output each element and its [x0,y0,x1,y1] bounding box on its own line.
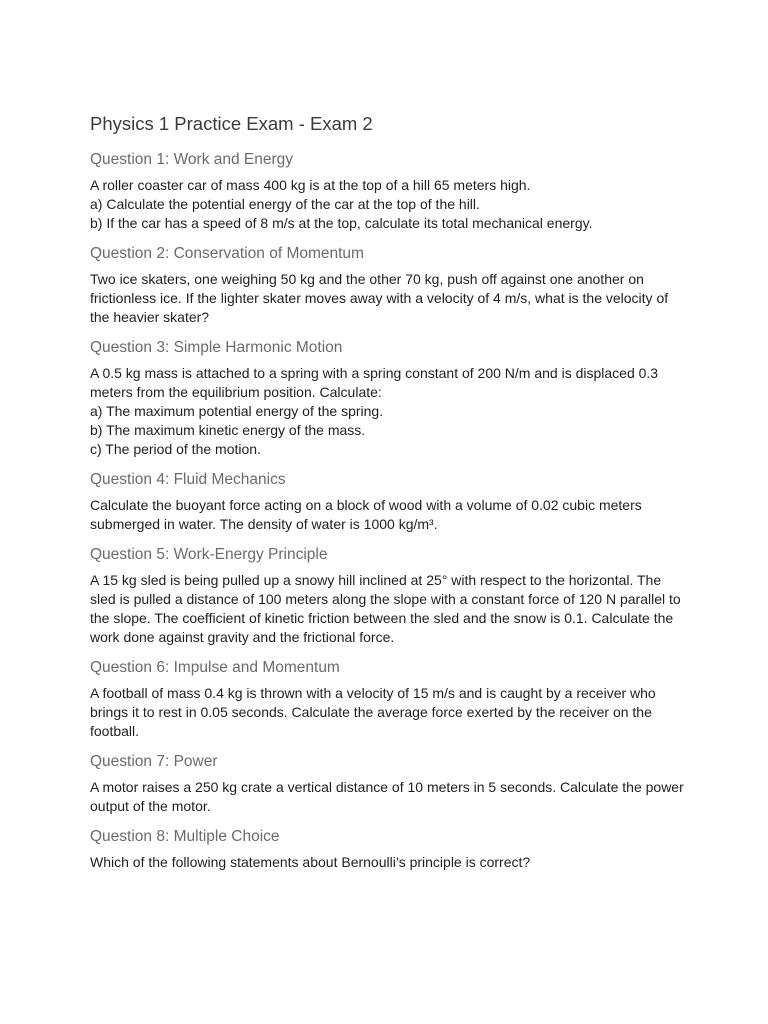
question-heading: Question 2: Conservation of Momentum [90,245,364,262]
question-line: Calculate the buoyant force acting on a block of wood with a volume of 0.02 cubic meters [90,497,642,513]
question-line: b) If the car has a speed of 8 m/s at the top, calculate its total mechanical energy. [90,215,593,231]
question-4 [90,469,690,534]
question-line: sled is pulled a distance of 100 meters along the slope with a constant force of 120 N parallel to [90,591,681,607]
question-text [90,364,690,459]
question-heading: Question 4: Fluid Mechanics [90,471,286,488]
question-line: c) The period of the motion. [90,441,261,457]
question-heading: Question 8: Multiple Choice [90,828,280,845]
question-line: a) Calculate the potential energy of the car at the top of the hill. [90,196,480,212]
question-text [90,853,690,872]
question-8 [90,826,690,872]
question-5 [90,544,690,647]
question-line: A roller coaster car of mass 400 kg is at the top of a hill 65 meters high. [90,177,531,193]
question-line: a) The maximum potential energy of the spring. [90,403,384,419]
question-line: b) The maximum kinetic energy of the mass. [90,422,366,438]
question-line: frictionless ice. If the lighter skater moves away with a velocity of 4 m/s, what is the velocity of [90,290,669,306]
question-text [90,684,690,741]
question-heading: Question 6: Impulse and Momentum [90,659,340,676]
document-title: Physics 1 Practice Exam - Exam 2 [90,113,373,134]
question-line: output of the motor. [90,798,211,814]
question-line: brings it to rest in 0.05 seconds. Calculate the average force exerted by the receiver on the [90,704,652,720]
question-heading: Question 1: Work and Energy [90,151,294,168]
question-line: the heavier skater? [90,309,210,325]
question-line: A 0.5 kg mass is attached to a spring with a spring constant of 200 N/m and is displaced 0.3 [90,365,659,381]
question-line: Which of the following statements about Bernoulli’s principle is correct? [90,854,531,870]
question-heading: Question 5: Work-Energy Principle [90,546,328,563]
question-line: the slope. The coefficient of kinetic friction between the sled and the snow is 0.1. Calculate the [90,610,674,626]
question-text [90,270,690,327]
question-text [90,778,690,816]
question-line: football. [90,723,140,739]
question-text [90,176,690,233]
question-line: meters from the equilibrium position. Calculate: [90,384,382,400]
question-heading: Question 7: Power [90,753,218,770]
question-line: Two ice skaters, one weighing 50 kg and the other 70 kg, push off against one another on [90,271,644,287]
question-text [90,571,690,647]
question-text [90,496,690,534]
question-6 [90,657,690,741]
question-7 [90,751,690,816]
question-line: A 15 kg sled is being pulled up a snowy hill inclined at 25° with respect to the horizontal. The [90,572,662,588]
question-line: submerged in water. The density of water is 1000 kg/m³. [90,516,438,532]
exam-document [90,111,690,872]
question-line: A football of mass 0.4 kg is thrown with a velocity of 15 m/s and is caught by a receiver who [90,685,656,701]
question-heading: Question 3: Simple Harmonic Motion [90,339,343,356]
question-line: A motor raises a 250 kg crate a vertical distance of 10 meters in 5 seconds. Calculate the power [90,779,684,795]
question-1 [90,149,690,233]
question-2 [90,243,690,327]
question-3 [90,337,690,459]
question-line: work done against gravity and the frictional force. [90,629,395,645]
